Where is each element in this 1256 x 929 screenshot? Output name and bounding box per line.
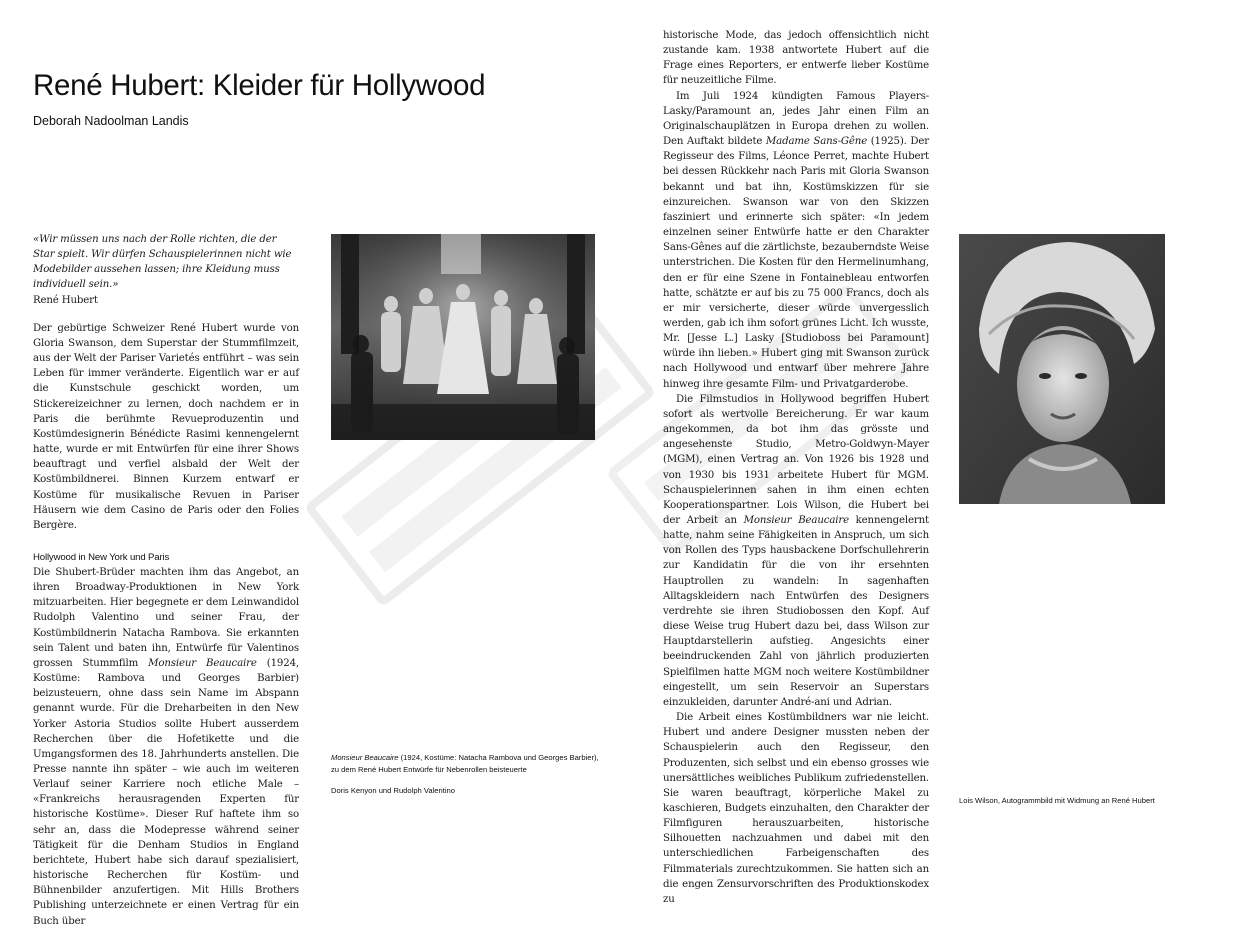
- film-title: Monsieur Beaucaire: [743, 515, 849, 526]
- body-paragraph: Die Arbeit eines Kostümbildners war nie leicht. Hubert und andere Designer mussten neben der Schauspielerin auch den Regisseur, den Produzenten, sich selbst und ein ebenso grosses wie unersättliches weibliches Publikum zufriedenstellen. Sie waren beauftragt, körperliche Makel zu kaschieren, Budgets einzuhalten, den Charakter der Filmfiguren herauszuarbeiten, historische Silhouetten nachzuahmen und dabei mit den unterschiedlichen Farbeigenschaften des Filmmaterials zurechtzukommen. Sie hatten sich an die engen Zensurvorschriften des Produktionskodex zu: [663, 712, 929, 905]
- body-text: kennengelernt hatte, nahm seine Fähigkeiten in Anspruch, um sich von Rollen des Typs hausbackene Dorfschullehrerin zur Kandidatin für die von ihr ersehnten Hauptrollen zu wandeln: In sagenhaften Alltagskleidern nach Entwürfen des Designers verdrehte sie ihren Studiobossen den Kopf. Auf diese Weise trug Hubert dazu bei, dass Wilson zur Hauptdarstellerin aufstieg. Angesichts einer beeindruckenden Zahl von jährlich produzierten Spielfilmen hatte MGM noch weitere Kostümbildner eingestellt, um sein Reservoir an Superstars einzukleiden, darunter André-ani und Adrian.: [663, 515, 929, 708]
- article-author: Deborah Nadoolman Landis: [33, 114, 189, 128]
- body-text: Die Shubert-Brüder machten ihm das Angebot, an ihren Broadway-Produktionen in New York mitzuarbeiten. Hier begegnete er dem Leinwandidol Rudolph Valentino und seiner Frau, der Kostümbildnerin Natacha Rambova. Sie erkannten sein Talent und baten ihn, Entwürfe für Valentinos grossen Stummfilm: [33, 566, 299, 669]
- caption-text: [331, 752, 601, 775]
- right-text-column: [663, 28, 930, 905]
- caption-description: (1924, Kostüme: Natacha Rambova und Georges Barbier), zu dem René Hubert Entwürfe für Nebenrollen beisteuerte: [331, 753, 599, 774]
- continued-paragraph: historische Mode, das jedoch offensichtlich nicht zustande kam. 1938 antwortete Hubert auf die Frage eines Reporters, er entwerfe lieber Kostüme für neuzeitliche Filme.: [663, 30, 929, 87]
- right-photo-caption: Lois Wilson, Autogrammbild mit Widmung an René Hubert: [959, 796, 1155, 805]
- monsieur-beaucaire-photo: [331, 234, 595, 440]
- lois-wilson-photo: [959, 234, 1165, 504]
- body-text: Im Juli 1924 kündigten Famous Players-Lasky/Paramount an, jedes Jahr einen Film an Originalschauplätzen in Europa drehen zu wollen. Den Auftakt bildete: [663, 90, 929, 148]
- epigraph-quote: «Wir müssen uns nach der Rolle richten, die der Star spielt. Wir dürfen Schauspielerinnen nicht wie Modebilder aussehen lassen; ihre Kleidung muss individuell sein.»: [33, 234, 292, 291]
- film-title: Madame Sans-Gêne: [765, 136, 868, 148]
- caption-credit: Doris Kenyon und Rudolph Valentino: [331, 786, 455, 795]
- epigraph-attribution: René Hubert: [33, 294, 98, 306]
- body-paragraph: [663, 392, 929, 710]
- left-text-column: [33, 232, 300, 927]
- intro-paragraph: Der gebürtige Schweizer René Hubert wurde von Gloria Swanson, dem Superstar der Stummfilmzeit, aus der Welt der Pariser Varietés entführt – was sein Leben für immer veränderte. Eigentlich war er auf die Kunstschule geschickt worden, um Stickereizeichner zu lernen, doch nachdem er in Paris die berühmte Revueproduzentin und Kostümdesignerin Bénédicte Rasimi kennengelernt hatte, wurde er mit Entwürfen für eine ihrer Shows beauftragt und verfiel alsbald der Welt der Kostümbildnerei. Binnen Kurzem entwarf er Kostüme für musikalische Revuen in Pariser Häusern wie dem Casino de Paris oder den Folies Bergère.: [33, 322, 299, 531]
- left-photo-caption: [331, 752, 601, 797]
- body-text: (1925). Der Regisseur des Films, Léonce Perret, machte Hubert bei dessen Rückkehr nach Paris mit Gloria Swanson bekannt und bat ihn, Kostümskizzen für sie einzureichen. Swanson war von den Skizzen fasziniert und erinnerte sich später: «In jedem einzelnen seiner Entwürfe hatte er den Charakter Sans-Gênes auf die zärtlichste, bezauberndste Weise unterstrichen. Die Kosten für den Hermelinumhang, den er für eine Szene in Fontainebleau entworfen hatte, schätzte er auf bis zu 75 000 Francs, doch als er mir versicherte, dieser würde unvergesslich werden, gab ich ihm sofort grünes Licht. Ich wusste, Mr. [Jesse L.] Lasky [Studioboss bei Paramount] würde ihn lieben.» Hubert ging mit Swanson zurück nach Hollywood und entwarf über mehrere Jahre hinweg ihre gesamte Film- und Privatgarderobe.: [663, 136, 930, 390]
- section-heading: Hollywood in New York und Paris: [33, 551, 170, 563]
- body-paragraph: [663, 89, 929, 392]
- caption-film-title: Monsieur Beaucaire: [331, 753, 399, 762]
- article-title: René Hubert: Kleider für Hollywood: [33, 69, 486, 102]
- body-text: (1924, Kostüme: Rambova und Georges Barbier) beizusteuern, ohne dass sein Name im Abspann genannt wurde. Für die Dreharbeiten in den New Yorker Astoria Studios sollte Hubert ausserdem Recherchen über die Hofetikette und die Umgangsformen des 18. Jahrhunderts anstellen. Die Presse nannte ihn später – wie auch im weiteren Verlauf seiner Karriere noch etliche Male – «Frankreichs herausragenden Experten für historische Kostüme». Dieser Ruf haftete ihm so sehr an, dass die Modepresse während seiner Tätigkeit für die Denham Studios in England berichtete, Hubert habe sich darauf spezialisiert, historische Recherchen für Kostüm- und Bühnenbilder anzufertigen. Mit Hills Brothers Publishing unterzeichnete er einen Vertrag für ein Buch über: [33, 657, 300, 927]
- film-title: Monsieur Beaucaire: [148, 657, 257, 669]
- body-paragraph: [33, 565, 299, 929]
- body-text: Die Filmstudios in Hollywood begriffen Hubert sofort als wertvolle Bereicherung. Er war kaum angekommen, da bot ihm das grösste und angesehenste Studio, Metro-Goldwyn-Mayer (MGM), einen Vertrag an. Von 1926 bis 1928 und von 1930 bis 1931 arbeitete Hubert für MGM. Schauspielerinnen sahen in ihm einen echten Kooperationspartner. Lois Wilson, die Hubert bei der Arbeit an: [663, 393, 929, 526]
